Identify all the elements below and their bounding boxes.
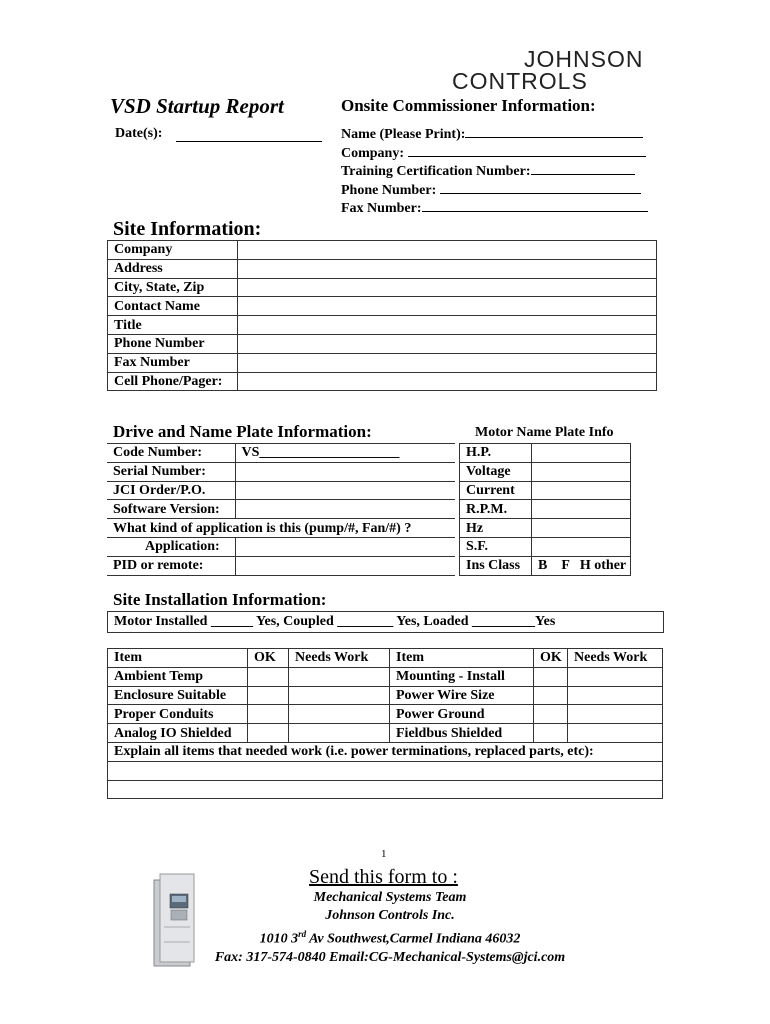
header-item: Item xyxy=(390,649,534,668)
needs-work-cell[interactable] xyxy=(289,724,390,743)
row-label: Company xyxy=(108,241,238,260)
order-field[interactable] xyxy=(235,481,455,500)
row-field[interactable] xyxy=(238,353,657,372)
needs-work-cell[interactable] xyxy=(568,724,663,743)
needs-work-cell[interactable] xyxy=(568,667,663,686)
report-title: VSD Startup Report xyxy=(110,94,284,118)
team-name: Mechanical Systems Team xyxy=(313,890,467,905)
code-label: Code Number: xyxy=(107,444,235,463)
table-row xyxy=(460,519,631,538)
ok-cell[interactable] xyxy=(248,686,289,705)
ok-cell[interactable] xyxy=(534,724,568,743)
checklist-table xyxy=(107,648,663,799)
name-label: Name (Please Print): xyxy=(341,127,466,142)
check-item: Analog IO Shielded xyxy=(108,724,248,743)
table-row xyxy=(108,742,663,761)
pid-label: PID or remote: xyxy=(107,556,235,575)
row-field[interactable] xyxy=(238,316,657,335)
drive-info-table xyxy=(107,443,455,576)
header-ok: OK xyxy=(534,649,568,668)
motor-info-table xyxy=(459,443,631,576)
row-field[interactable] xyxy=(238,372,657,391)
ok-cell[interactable] xyxy=(534,705,568,724)
needs-work-cell[interactable] xyxy=(568,686,663,705)
software-label: Software Version: xyxy=(107,500,235,519)
table-row xyxy=(108,667,663,686)
row-label: Contact Name xyxy=(108,297,238,316)
header-item: Item xyxy=(108,649,248,668)
row-label: Title xyxy=(108,316,238,335)
table-row xyxy=(107,462,455,481)
explain-line[interactable] xyxy=(108,761,663,780)
needs-work-cell[interactable] xyxy=(289,705,390,724)
motor-label: Voltage xyxy=(460,462,532,481)
check-item: Power Ground xyxy=(390,705,534,724)
motor-label: R.P.M. xyxy=(460,500,532,519)
table-row xyxy=(460,500,631,519)
street-address: 1010 3rd Av Southwest,Carmel Indiana 46032 xyxy=(259,929,521,947)
check-item: Fieldbus Shielded xyxy=(390,724,534,743)
phone-label: Phone Number: xyxy=(341,182,437,198)
pid-field[interactable] xyxy=(235,556,455,575)
motor-label: S.F. xyxy=(460,537,532,556)
table-row xyxy=(108,705,663,724)
needs-work-cell[interactable] xyxy=(289,686,390,705)
motor-label: Hz xyxy=(460,519,532,538)
header-ok: OK xyxy=(248,649,289,668)
dates-field[interactable] xyxy=(176,141,322,142)
table-row xyxy=(108,334,657,353)
cert-label: Training Certification Number: xyxy=(341,164,531,179)
ok-cell[interactable] xyxy=(248,724,289,743)
motor-label: H.P. xyxy=(460,444,532,463)
site-info-title: Site Information: xyxy=(113,218,262,240)
ins-class-options[interactable]: B F H other xyxy=(532,556,631,575)
row-field[interactable] xyxy=(238,259,657,278)
table-row xyxy=(107,500,455,519)
row-field[interactable] xyxy=(238,334,657,353)
needs-work-cell[interactable] xyxy=(568,705,663,724)
table-row xyxy=(460,462,631,481)
site-info-table xyxy=(107,240,657,391)
dates-label: Date(s): xyxy=(115,126,163,141)
software-field[interactable] xyxy=(235,500,455,519)
mailing-address xyxy=(180,889,600,967)
motor-field[interactable] xyxy=(532,519,631,538)
table-row xyxy=(460,537,631,556)
order-label: JCI Order/P.O. xyxy=(107,481,235,500)
ok-cell[interactable] xyxy=(534,686,568,705)
explain-label: Explain all items that needed work (i.e. power terminations, replaced parts, etc): xyxy=(108,742,663,761)
table-row xyxy=(108,241,657,260)
serial-label: Serial Number: xyxy=(107,462,235,481)
phone-field[interactable] xyxy=(440,182,641,194)
application-field[interactable] xyxy=(235,537,455,556)
table-row xyxy=(108,372,657,391)
logo-line-1: JOHNSON xyxy=(524,46,644,72)
onsite-title: Onsite Commissioner Information: xyxy=(341,96,596,115)
table-row xyxy=(107,481,455,500)
onsite-fields xyxy=(341,126,648,219)
send-form-heading: Send this form to : xyxy=(309,866,458,888)
serial-field[interactable] xyxy=(235,462,455,481)
motor-field[interactable] xyxy=(532,537,631,556)
table-row xyxy=(108,353,657,372)
table-row xyxy=(107,556,455,575)
motor-field[interactable] xyxy=(532,500,631,519)
check-item: Ambient Temp xyxy=(108,667,248,686)
table-row xyxy=(108,649,663,668)
table-row xyxy=(108,780,663,799)
ok-cell[interactable] xyxy=(534,667,568,686)
row-field[interactable] xyxy=(238,241,657,260)
table-row xyxy=(108,724,663,743)
row-label: City, State, Zip xyxy=(108,278,238,297)
table-row xyxy=(460,481,631,500)
install-info-title: Site Installation Information: xyxy=(113,590,327,609)
motor-field[interactable] xyxy=(532,444,631,463)
company-field[interactable] xyxy=(408,145,646,157)
motor-label: Current xyxy=(460,481,532,500)
drive-info-title: Drive and Name Plate Information: xyxy=(113,422,372,441)
name-field[interactable] xyxy=(465,126,643,138)
table-row xyxy=(108,259,657,278)
row-field[interactable] xyxy=(238,278,657,297)
table-row xyxy=(108,686,663,705)
table-row xyxy=(107,537,455,556)
ok-cell[interactable] xyxy=(248,667,289,686)
row-label: Address xyxy=(108,259,238,278)
fax-field[interactable] xyxy=(422,200,648,212)
table-row xyxy=(108,278,657,297)
install-status-line[interactable]: Motor Installed ______ Yes, Coupled ________ Yes, Loaded _________Yes xyxy=(107,611,664,633)
check-item: Mounting - Install xyxy=(390,667,534,686)
table-row xyxy=(108,297,657,316)
page-number: 1 xyxy=(381,848,387,860)
check-item: Enclosure Suitable xyxy=(108,686,248,705)
fax-label: Fax Number: xyxy=(341,201,422,216)
check-item: Proper Conduits xyxy=(108,705,248,724)
company-name: Johnson Controls Inc. xyxy=(325,908,455,923)
motor-field[interactable] xyxy=(532,481,631,500)
row-label: Phone Number xyxy=(108,334,238,353)
table-row xyxy=(107,444,455,463)
motor-info-title: Motor Name Plate Info xyxy=(475,425,614,440)
application-question: What kind of application is this (pump/#, Fan/#) ? xyxy=(107,519,455,538)
code-field[interactable]: VS____________________ xyxy=(235,444,455,463)
table-row xyxy=(108,761,663,780)
logo-line-2: CONTROLS xyxy=(452,68,588,94)
table-row xyxy=(460,556,631,575)
johnson-controls-logo xyxy=(452,48,662,98)
row-label: Cell Phone/Pager: xyxy=(108,372,238,391)
contact-info[interactable]: Fax: 317-574-0840 Email:CG-Mechanical-Systems@jci.com xyxy=(214,949,566,965)
header-needs-work: Needs Work xyxy=(568,649,663,668)
company-label: Company: xyxy=(341,145,405,161)
needs-work-cell[interactable] xyxy=(289,667,390,686)
ok-cell[interactable] xyxy=(248,705,289,724)
motor-field[interactable] xyxy=(532,462,631,481)
row-label: Fax Number xyxy=(108,353,238,372)
check-item: Power Wire Size xyxy=(390,686,534,705)
explain-line[interactable] xyxy=(108,780,663,799)
header-needs-work: Needs Work xyxy=(289,649,390,668)
row-field[interactable] xyxy=(238,297,657,316)
motor-label: Ins Class xyxy=(460,556,532,575)
cert-field[interactable] xyxy=(531,163,635,175)
application-label: Application: xyxy=(107,537,235,556)
table-row xyxy=(107,519,455,538)
table-row xyxy=(460,444,631,463)
table-row xyxy=(108,316,657,335)
